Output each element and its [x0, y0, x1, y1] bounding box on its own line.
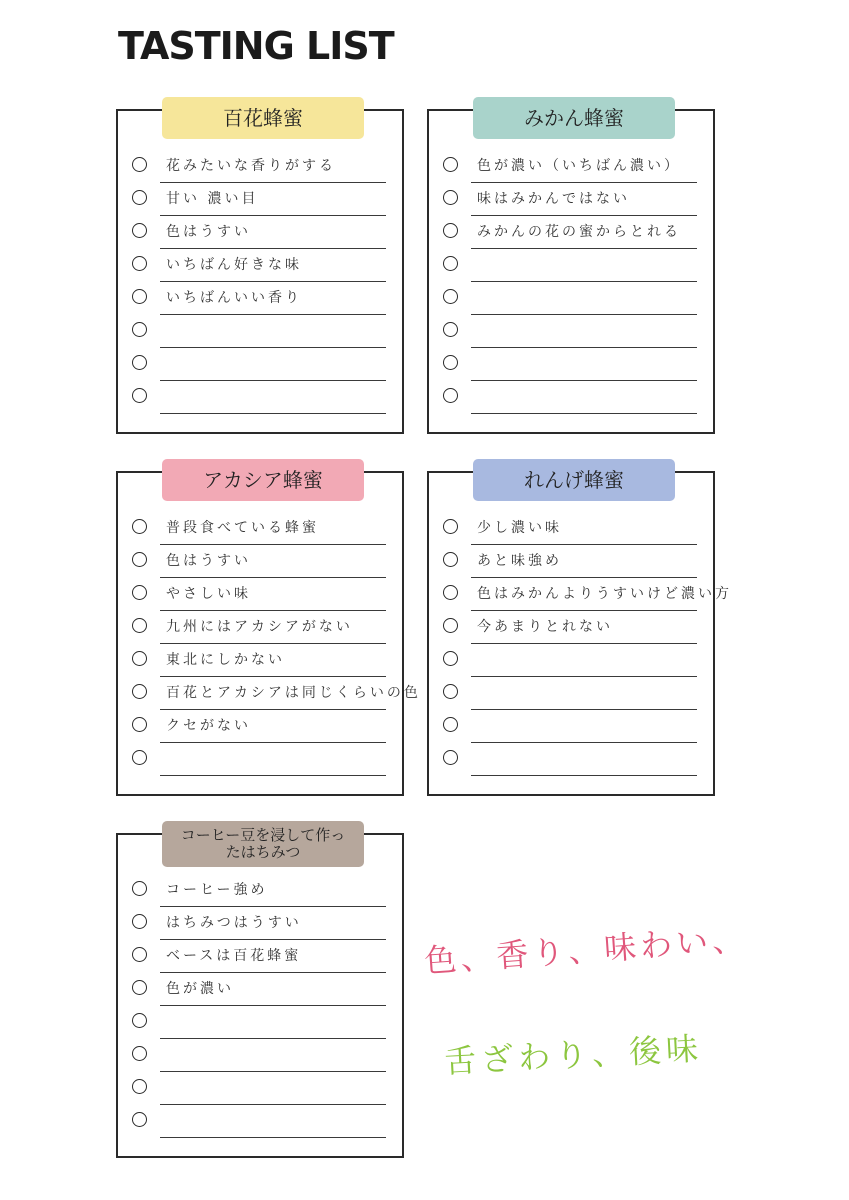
checkbox-circle[interactable] [443, 552, 458, 567]
checklist-row [443, 283, 697, 315]
checklist-row [132, 744, 386, 776]
checkbox-circle[interactable] [132, 651, 147, 666]
checklist-row [443, 151, 697, 183]
tasting-note: 味はみかんではない [477, 191, 630, 207]
checkbox-circle[interactable] [132, 717, 147, 732]
checkbox-circle[interactable] [132, 322, 147, 337]
tasting-card-renge [427, 467, 732, 796]
checkbox-circle[interactable] [132, 289, 147, 304]
checkbox-circle[interactable] [443, 651, 458, 666]
checklist-row [443, 546, 697, 578]
tasting-note: はちみつはうすい [166, 915, 302, 931]
checkbox-circle[interactable] [443, 684, 458, 699]
card-title: アカシア蜂蜜 [203, 467, 323, 492]
card-title-tab [162, 97, 364, 139]
checkbox-circle[interactable] [443, 355, 458, 370]
checkbox-circle[interactable] [443, 750, 458, 765]
checklist-row [443, 250, 697, 282]
tasting-note: 今あまりとれない [477, 619, 613, 635]
checklist-row [443, 349, 697, 381]
checklist-row [132, 711, 386, 743]
tasting-note: 花みたいな香りがする [166, 158, 336, 174]
tasting-note: やさしい味 [166, 586, 251, 602]
checklist-row [132, 316, 386, 348]
checkbox-circle[interactable] [443, 190, 458, 205]
tasting-note: 甘い 濃い目 [166, 191, 259, 207]
checklist-row [443, 645, 697, 677]
tasting-note: クセがない [166, 718, 251, 734]
checklist-row [132, 250, 386, 282]
tasting-card-acacia [116, 467, 421, 796]
checkbox-circle[interactable] [443, 717, 458, 732]
checklist-row [132, 546, 386, 578]
checkbox-circle[interactable] [443, 585, 458, 600]
checklist-row [132, 1040, 386, 1072]
tasting-note: 色はうすい [166, 224, 251, 240]
card-title: 百花蜂蜜 [223, 105, 303, 130]
page-title: TASTING LIST [118, 24, 394, 68]
card-title: コーヒー豆を浸して作ったはちみつ [180, 825, 346, 861]
checklist-row [443, 744, 697, 776]
checkbox-circle[interactable] [443, 289, 458, 304]
checkbox-circle[interactable] [132, 157, 147, 172]
tasting-note: いちばん好きな味 [166, 257, 302, 273]
checklist-row [132, 283, 386, 315]
checkbox-circle[interactable] [132, 1112, 147, 1127]
checkbox-circle[interactable] [132, 980, 147, 995]
checklist-row [132, 217, 386, 249]
tasting-note: みかんの花の蜜からとれる [477, 224, 681, 240]
checkbox-circle[interactable] [132, 914, 147, 929]
tasting-note: 色が濃い（いちばん濃い） [477, 158, 681, 174]
checklist-row [132, 941, 386, 973]
checkbox-circle[interactable] [132, 552, 147, 567]
checkbox-circle[interactable] [443, 519, 458, 534]
checkbox-circle[interactable] [443, 388, 458, 403]
tasting-note: コーヒー強め [166, 882, 268, 898]
checklist-row [132, 349, 386, 381]
checklist-row [132, 579, 386, 611]
tasting-note: あと味強め [477, 553, 562, 569]
checkbox-circle[interactable] [132, 1046, 147, 1061]
card-title-tab [162, 459, 364, 501]
tasting-note: 少し濃い味 [477, 520, 562, 536]
checkbox-circle[interactable] [443, 223, 458, 238]
checklist-row [443, 316, 697, 348]
checklist-row [443, 513, 697, 545]
checkbox-circle[interactable] [132, 355, 147, 370]
checklist-row [132, 382, 386, 414]
checklist-row [132, 1073, 386, 1105]
tasting-note: 色はうすい [166, 553, 251, 569]
side-note-line2: 舌ざわり、後味 [443, 1029, 704, 1081]
card-title: みかん蜂蜜 [524, 105, 624, 130]
checklist-row [132, 678, 421, 710]
checklist-row [132, 184, 386, 216]
card-title-tab [162, 821, 364, 867]
checklist-row [443, 678, 697, 710]
tasting-card-mikan [427, 105, 715, 434]
checkbox-circle[interactable] [132, 684, 147, 699]
checklist-row [132, 1106, 386, 1138]
checkbox-circle[interactable] [132, 585, 147, 600]
tasting-note: 色はみかんよりうすいけど濃い方 [477, 586, 732, 602]
checkbox-circle[interactable] [443, 157, 458, 172]
checkbox-circle[interactable] [132, 1013, 147, 1028]
checkbox-circle[interactable] [132, 256, 147, 271]
checkbox-circle[interactable] [132, 750, 147, 765]
tasting-note: 九州にはアカシアがない [166, 619, 353, 635]
card-title-tab [473, 97, 675, 139]
checkbox-circle[interactable] [132, 388, 147, 403]
checkbox-circle[interactable] [443, 618, 458, 633]
checkbox-circle[interactable] [132, 190, 147, 205]
tasting-note: 普段食べている蜂蜜 [166, 520, 319, 536]
checklist-row [132, 151, 386, 183]
tasting-note: 色が濃い [166, 981, 234, 997]
checklist-row [132, 513, 386, 545]
checklist-row [132, 612, 386, 644]
checkbox-circle[interactable] [443, 256, 458, 271]
checkbox-circle[interactable] [132, 1079, 147, 1094]
checklist-row [443, 184, 697, 216]
checklist-row [132, 875, 386, 907]
card-title-tab [473, 459, 675, 501]
checklist-row [132, 908, 386, 940]
side-note-line1: 色、香り、味わい、 [423, 919, 750, 981]
checkbox-circle[interactable] [132, 947, 147, 962]
tasting-card-coffee [116, 825, 404, 1158]
checkbox-circle[interactable] [443, 322, 458, 337]
checklist-row [443, 612, 697, 644]
checklist-row [132, 645, 386, 677]
checklist-row [443, 217, 697, 249]
checkbox-circle[interactable] [132, 519, 147, 534]
checklist-row [443, 579, 732, 611]
tasting-note: いちばんいい香り [166, 290, 302, 306]
card-title: れんげ蜂蜜 [524, 467, 624, 492]
checklist-row [443, 711, 697, 743]
tasting-card-hyakka [116, 105, 404, 434]
checkbox-circle[interactable] [132, 618, 147, 633]
tasting-note: ベースは百花蜂蜜 [166, 948, 302, 964]
tasting-note: 百花とアカシアは同じくらいの色 [166, 685, 421, 701]
checklist-row [132, 1007, 386, 1039]
checklist-row [132, 974, 386, 1006]
tasting-note: 東北にしかない [166, 652, 285, 668]
checkbox-circle[interactable] [132, 223, 147, 238]
checklist-row [443, 382, 697, 414]
checkbox-circle[interactable] [132, 881, 147, 896]
